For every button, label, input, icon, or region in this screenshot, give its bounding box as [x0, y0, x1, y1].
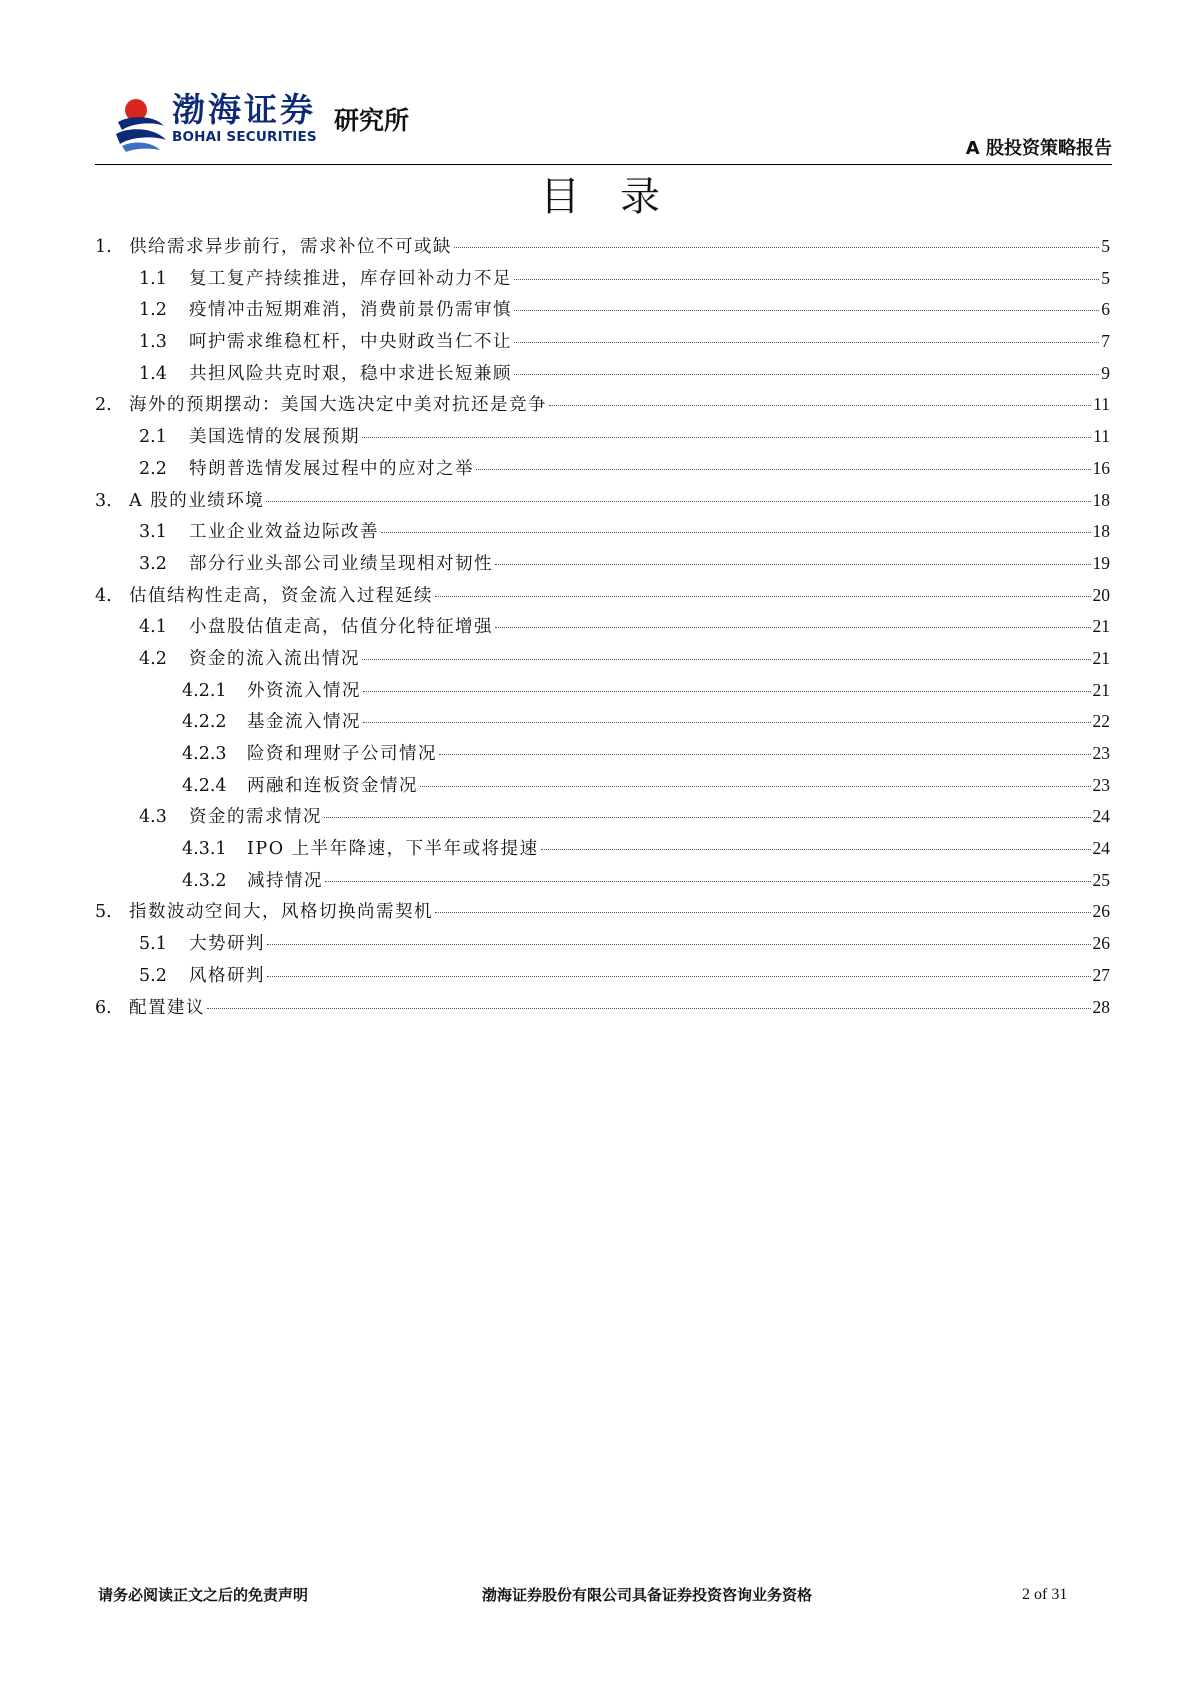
- toc-entry-label: 基金流入情况: [247, 712, 361, 733]
- toc-entry-page: 24: [1092, 806, 1110, 827]
- toc-entry-page: 6: [1101, 299, 1110, 320]
- toc-entry[interactable]: [95, 328, 1110, 360]
- toc-entry-number: 1.1: [139, 268, 167, 289]
- toc-entry-page: 27: [1092, 964, 1110, 985]
- toc-dot-leader: [207, 1008, 1091, 1009]
- toc-entry-page: 11: [1093, 394, 1110, 415]
- toc-entry-label: 工业企业效益边际改善: [189, 522, 379, 543]
- toc-entry[interactable]: [95, 898, 1110, 930]
- toc-entry-label: 美国选情的发展预期: [189, 427, 360, 448]
- toc-entry-label: 特朗普选情发展过程中的应对之举: [189, 458, 474, 479]
- toc-entry-label: 部分行业头部公司业绩呈现相对韧性: [189, 553, 493, 574]
- toc-entry[interactable]: [95, 550, 1110, 582]
- toc-entry-page: 18: [1092, 489, 1110, 510]
- toc-dot-leader: [495, 627, 1091, 628]
- toc-entry-number: 4.2.1: [182, 680, 227, 701]
- toc-dot-leader: [476, 469, 1091, 470]
- toc-entry-label: IPO 上半年降速，下半年或将提速: [247, 839, 539, 860]
- toc-entry-page: 5: [1101, 236, 1110, 256]
- toc-entry-label: 疫情冲击短期难消，消费前景仍需审慎: [189, 300, 512, 321]
- toc-entry[interactable]: [95, 360, 1110, 392]
- toc-entry-label: 险资和理财子公司情况: [247, 744, 437, 764]
- toc-entry-label: 配置建议: [129, 997, 205, 1018]
- toc-dot-leader: [514, 342, 1099, 343]
- toc-entry-label: 减持情况: [247, 870, 323, 891]
- toc-entry-page: 21: [1092, 647, 1110, 668]
- toc-entry-label: 海外的预期摆动：美国大选决定中美对抗还是竞争: [129, 395, 547, 416]
- toc-entry-number: 4.1: [139, 617, 167, 638]
- toc-dot-leader: [266, 501, 1090, 502]
- toc-entry[interactable]: [95, 772, 1110, 804]
- toc-entry[interactable]: [95, 708, 1110, 740]
- toc-entry[interactable]: [95, 740, 1110, 772]
- toc-entry[interactable]: [95, 867, 1110, 899]
- toc-entry-page: 28: [1092, 996, 1110, 1017]
- toc-entry[interactable]: [95, 930, 1110, 962]
- toc-entry-page: 19: [1092, 552, 1110, 573]
- toc-entry-label: 资金的需求情况: [189, 807, 322, 828]
- toc-dot-leader: [514, 374, 1099, 375]
- toc-entry-number: 1.2: [139, 300, 167, 321]
- toc-dot-leader: [549, 405, 1091, 406]
- toc-entry[interactable]: [95, 518, 1110, 550]
- toc-entry-page: 25: [1092, 869, 1110, 890]
- toc-entry[interactable]: [95, 962, 1110, 994]
- toc-entry-page: 16: [1092, 457, 1110, 478]
- toc-dot-leader: [420, 786, 1091, 787]
- toc-entry-number: 4.2: [139, 648, 167, 669]
- toc-entry-page: 18: [1092, 521, 1110, 542]
- page-footer: [0, 1584, 1200, 1606]
- logo-chinese-name: 渤海证券: [172, 90, 316, 129]
- toc-entry[interactable]: [95, 423, 1110, 455]
- toc-entry-number: 5.1: [139, 934, 167, 955]
- toc-entry[interactable]: [95, 582, 1110, 614]
- page-indicator: 2 of 31: [1022, 1586, 1068, 1603]
- toc-dot-leader: [439, 754, 1091, 755]
- toc-entry[interactable]: [95, 645, 1110, 677]
- toc-dot-leader: [495, 564, 1091, 565]
- toc-entry-number: 4.2.4: [182, 775, 227, 796]
- toc-entry-number: 1.3: [139, 332, 167, 353]
- toc-entry-label: 指数波动空间大，风格切换尚需契机: [129, 902, 433, 923]
- toc-entry-label: 资金的流入流出情况: [189, 648, 360, 669]
- toc-entry-label: 呵护需求维稳杠杆，中央财政当仁不让: [189, 332, 512, 353]
- toc-dot-leader: [362, 659, 1091, 660]
- toc-entry-number: 4.3.1: [182, 839, 227, 860]
- toc-entry-page: 22: [1092, 711, 1110, 732]
- header-divider: [95, 164, 1112, 165]
- toc-entry-page: 24: [1092, 838, 1110, 859]
- toc-entry-label: 小盘股估值走高，估值分化特征增强: [189, 617, 493, 638]
- toc-entry-page: 21: [1092, 679, 1110, 700]
- toc-entry-page: 11: [1093, 426, 1110, 447]
- toc-dot-leader: [267, 976, 1091, 977]
- toc-dot-leader: [325, 881, 1091, 882]
- toc-entry-number: 1.: [95, 237, 112, 257]
- toc-dot-leader: [267, 944, 1091, 945]
- toc-entry-number: 4.3: [139, 807, 167, 828]
- toc-entry-label: 外资流入情况: [247, 680, 361, 701]
- toc-entry-page: 5: [1101, 267, 1110, 288]
- toc-dot-leader: [362, 437, 1091, 438]
- footer-qualification: 渤海证券股份有限公司具备证券投资咨询业务资格: [482, 1586, 813, 1604]
- toc-entry[interactable]: [95, 487, 1110, 519]
- toc-entry-number: 4.2.2: [182, 712, 227, 733]
- toc-entry[interactable]: [95, 455, 1110, 487]
- toc-entry-number: 3.2: [139, 553, 167, 574]
- toc-entry-page: 20: [1092, 584, 1110, 605]
- toc-entry-number: 2.: [95, 395, 112, 416]
- toc-entry-number: 6.: [95, 997, 112, 1018]
- toc-entry-page: 7: [1101, 331, 1110, 352]
- toc-dot-leader: [435, 596, 1091, 597]
- toc-dot-leader: [363, 722, 1091, 723]
- toc-entry-label: 大势研判: [189, 934, 265, 955]
- toc-title: 目录: [540, 174, 700, 220]
- toc-entry-label: A 股的业绩环境: [129, 490, 265, 511]
- toc-entry[interactable]: [95, 677, 1110, 709]
- toc-dot-leader: [514, 310, 1099, 311]
- toc-entry-page: 23: [1092, 774, 1110, 795]
- toc-entry-number: 4.3.2: [182, 870, 227, 891]
- toc-entry[interactable]: [95, 803, 1110, 835]
- toc-entry-number: 4.: [95, 585, 112, 606]
- toc-entry[interactable]: [95, 296, 1110, 328]
- logo-english-name: BOHAI SECURITIES: [172, 129, 317, 145]
- toc-entry-label: 共担风险共克时艰，稳中求进长短兼顾: [189, 363, 512, 384]
- toc-entry-number: 4.2.3: [182, 744, 227, 764]
- toc-entry-number: 1.4: [139, 363, 167, 384]
- toc-entry[interactable]: [95, 994, 1110, 1026]
- toc-entry-label: 复工复产持续推进，库存回补动力不足: [189, 268, 512, 289]
- table-of-contents: [95, 233, 1110, 1025]
- toc-entry-number: 3.: [95, 490, 112, 511]
- toc-dot-leader: [514, 279, 1099, 280]
- toc-dot-leader: [363, 691, 1091, 692]
- toc-entry-label: 估值结构性走高，资金流入过程延续: [129, 585, 433, 606]
- toc-entry-number: 5.: [95, 902, 112, 923]
- footer-disclaimer: 请务必阅读正文之后的免责声明: [98, 1586, 309, 1604]
- bohai-logo-mark-icon: [112, 92, 172, 154]
- toc-entry-page: 9: [1101, 362, 1110, 383]
- toc-entry-page: 23: [1092, 743, 1110, 763]
- toc-entry-label: 两融和连板资金情况: [247, 775, 418, 796]
- toc-entry-label: 供给需求异步前行，需求补位不可或缺: [129, 237, 452, 257]
- toc-entry[interactable]: [95, 391, 1110, 423]
- toc-dot-leader: [381, 532, 1091, 533]
- toc-entry[interactable]: [95, 233, 1110, 265]
- research-dept-label: 研究所: [334, 106, 410, 135]
- report-type: A 股投资策略报告: [965, 138, 1112, 159]
- toc-entry[interactable]: [95, 835, 1110, 867]
- toc-dot-leader: [435, 912, 1091, 913]
- toc-entry-number: 5.2: [139, 965, 167, 986]
- toc-entry-number: 2.1: [139, 427, 167, 448]
- toc-entry[interactable]: [95, 265, 1110, 297]
- toc-dot-leader: [454, 247, 1099, 248]
- toc-entry-page: 21: [1092, 616, 1110, 637]
- toc-entry-label: 风格研判: [189, 965, 265, 986]
- toc-entry-page: 26: [1092, 933, 1110, 954]
- toc-entry-number: 2.2: [139, 458, 167, 479]
- toc-dot-leader: [541, 849, 1091, 850]
- company-logo: [112, 92, 432, 154]
- toc-entry[interactable]: [95, 613, 1110, 645]
- toc-dot-leader: [324, 817, 1091, 818]
- toc-entry-number: 3.1: [139, 522, 167, 543]
- toc-entry-page: 26: [1092, 901, 1110, 922]
